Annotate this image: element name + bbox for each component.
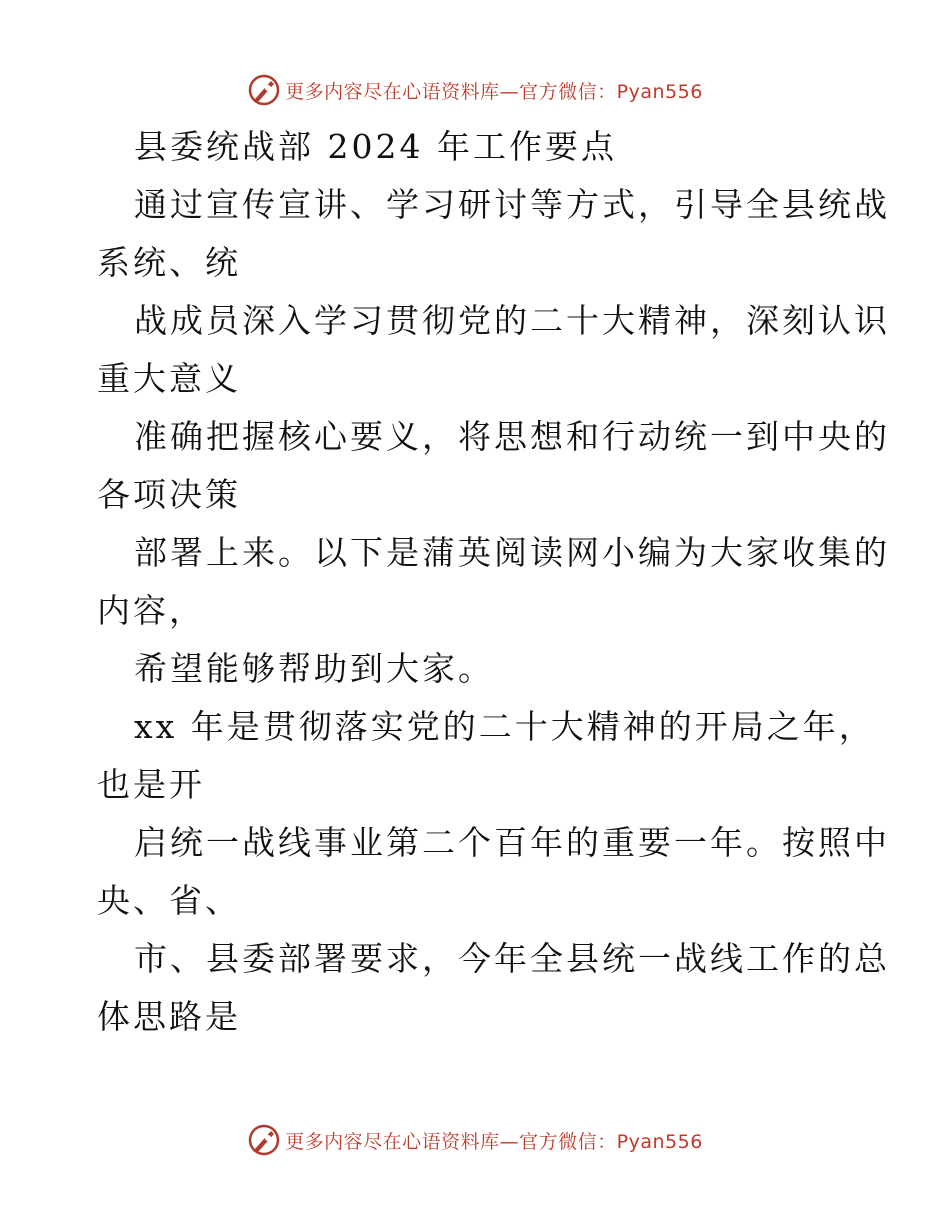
paragraph-line: 准确把握核心要义，将思想和行动统一到中央的: [134, 417, 890, 456]
footer-banner: [0, 1120, 950, 1160]
paragraph-line: 希望能够帮助到大家。: [134, 649, 494, 688]
banner-text: 更多内容尽在心语资料库—官方微信：Pyan556: [285, 1130, 703, 1153]
paragraph-line: 部署上来。以下是蒲英阅读网小编为大家收集的: [134, 533, 890, 572]
paragraph-line: xx 年是贯彻落实党的二十大精神的开局之年，: [134, 707, 875, 746]
document-title: 县委统战部 2024 年工作要点: [134, 127, 617, 166]
header-banner: [0, 70, 950, 110]
paragraph-line: 通过宣传宣讲、学习研讨等方式，引导全县统战: [134, 185, 890, 224]
paragraph-line: 央、省、: [97, 881, 241, 920]
banner-text: 更多内容尽在心语资料库—官方微信：Pyan556: [285, 80, 703, 103]
paragraph-line: 各项决策: [97, 475, 241, 514]
document-body: [97, 118, 890, 1046]
paragraph-line: 市、县委部署要求，今年全县统一战线工作的总: [134, 939, 890, 978]
paragraph-line: 内容，: [97, 591, 205, 630]
paragraph-line: 战成员深入学习贯彻党的二十大精神，深刻认识: [134, 301, 890, 340]
paragraph-line: 启统一战线事业第二个百年的重要一年。按照中: [134, 823, 890, 862]
paragraph-line: 体思路是: [97, 997, 241, 1036]
paragraph-line: 系统、统: [97, 243, 241, 282]
pen-circle-logo-icon: [247, 1123, 281, 1157]
pen-circle-logo-icon: [247, 73, 281, 107]
paragraph-line: 重大意义: [97, 359, 241, 398]
paragraph-line: 也是开: [97, 765, 205, 804]
